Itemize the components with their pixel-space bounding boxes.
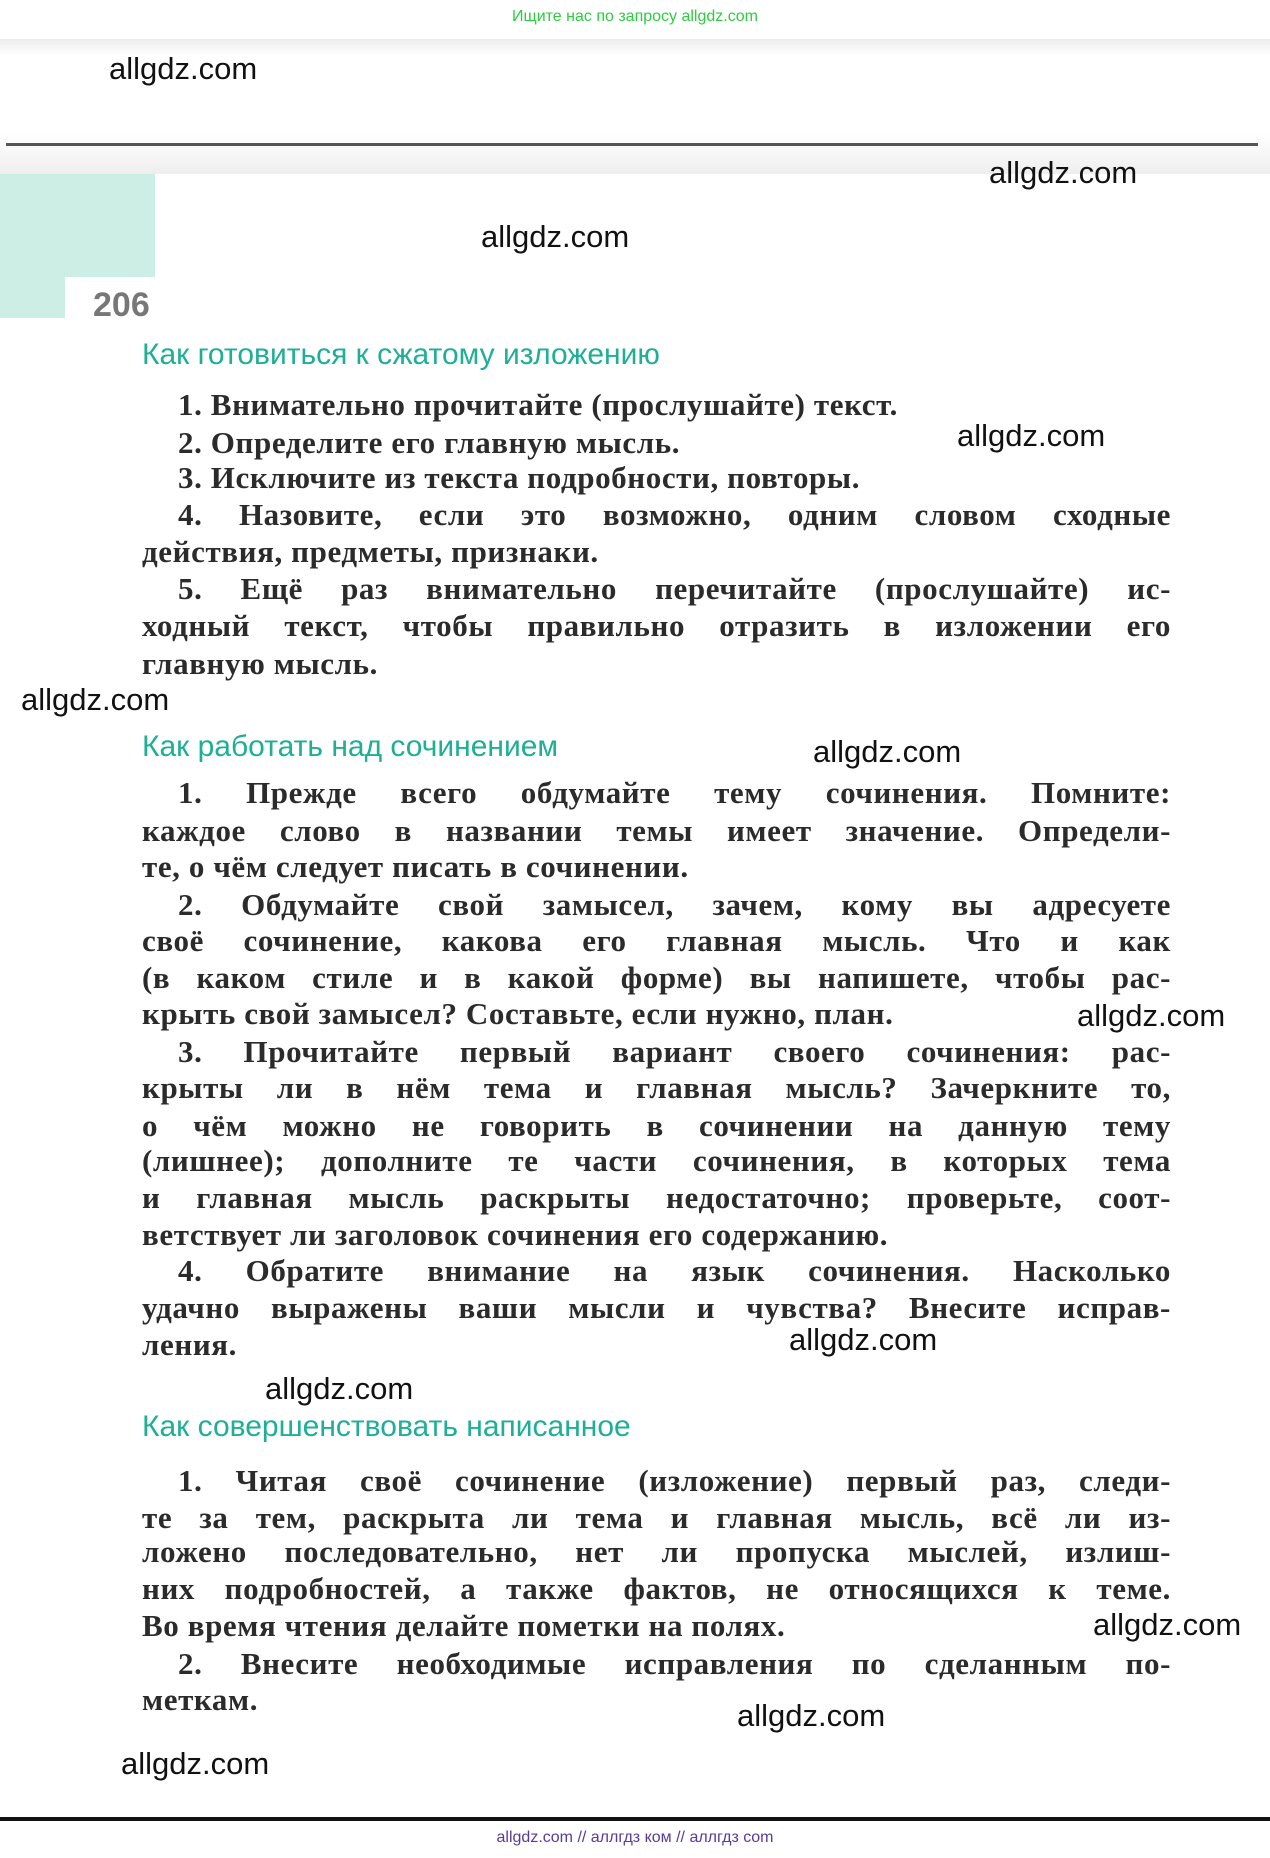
text-line: те, о чём следует писать в сочинении.: [142, 849, 689, 884]
watermark: allgdz.com: [737, 1698, 886, 1733]
text-line: ходный текст, чтобы правильно отразить в изложении его: [142, 608, 1171, 643]
search-banner: Ищите нас по запросу allgdz.com: [0, 0, 1270, 39]
text-line: 4. Обратите внимание на язык сочинения. Насколько: [178, 1253, 1171, 1288]
text-line: крыты ли в нём тема и главная мысль? Зачеркните то,: [142, 1070, 1171, 1105]
text-line: (лишнее); дополните те части сочинения, в которых тема: [142, 1143, 1171, 1178]
text-line: 2. Внесите необходимые исправления по сделанным по-: [178, 1646, 1171, 1681]
page-corner-decoration: [0, 174, 155, 277]
watermark: allgdz.com: [957, 418, 1106, 453]
text-line: действия, предметы, признаки.: [142, 534, 599, 569]
page-corner-decoration: [0, 277, 65, 318]
text-line: Во время чтения делайте пометки на полях.: [142, 1608, 786, 1643]
text-line: 4. Назовите, если это возможно, одним словом сходные: [178, 497, 1171, 532]
watermark: allgdz.com: [109, 51, 258, 86]
text-line: (в каком стиле и в какой форме) вы напишете, чтобы рас-: [142, 960, 1171, 995]
text-line: 3. Исключите из текста подробности, повторы.: [178, 460, 861, 495]
text-line: удачно выражены ваши мысли и чувства? Внесите исправ-: [142, 1290, 1171, 1325]
text-line: 5. Ещё раз внимательно перечитайте (прослушайте) ис-: [178, 571, 1171, 606]
text-line: меткам.: [142, 1682, 259, 1717]
section-heading: Как работать над сочинением: [142, 730, 559, 763]
divider: [6, 143, 1258, 146]
text-line: своё сочинение, какова его главная мысль. Что и как: [142, 923, 1171, 958]
text-line: и главная мысль раскрыты недостаточно; проверьте, соот-: [142, 1180, 1171, 1215]
watermark: allgdz.com: [265, 1371, 414, 1406]
text-line: 1. Внимательно прочитайте (прослушайте) текст.: [178, 387, 898, 422]
text-line: главную мысль.: [142, 646, 378, 681]
text-line: крыть свой замысел? Составьте, если нужно, план.: [142, 996, 894, 1031]
text-line: каждое слово в названии темы имеет значение. Определи-: [142, 813, 1171, 848]
text-line: 1. Читая своё сочинение (изложение) первый раз, следи-: [178, 1463, 1171, 1498]
watermark: allgdz.com: [813, 734, 962, 769]
section-heading: Как совершенствовать написанное: [142, 1410, 631, 1443]
watermark: allgdz.com: [989, 155, 1138, 190]
text-line: ления.: [142, 1327, 237, 1362]
text-line: 3. Прочитайте первый вариант своего сочинения: рас-: [178, 1034, 1171, 1069]
watermark: allgdz.com: [789, 1322, 938, 1357]
section-heading: Как готовиться к сжатому изложению: [142, 338, 660, 371]
watermark: allgdz.com: [1077, 998, 1226, 1033]
footer-links: allgdz.com // аллгдз ком // аллгдз com: [496, 1829, 774, 1846]
footer-divider: [0, 1817, 1270, 1821]
watermark: allgdz.com: [121, 1746, 270, 1781]
text-line: 2. Определите его главную мысль.: [178, 425, 681, 460]
text-line: ложено последовательно, нет ли пропуска мыслей, излиш-: [142, 1534, 1171, 1569]
watermark: allgdz.com: [21, 682, 170, 717]
text-line: о чём можно не говорить в сочинении на данную тему: [142, 1108, 1171, 1143]
text-line: те за тем, раскрыта ли тема и главная мысль, всё ли из-: [142, 1500, 1171, 1535]
page-number: 206: [93, 286, 150, 324]
watermark: allgdz.com: [481, 219, 630, 254]
text-line: 2. Обдумайте свой замысел, зачем, кому вы адресуете: [178, 887, 1171, 922]
text-line: 1. Прежде всего обдумайте тему сочинения. Помните:: [178, 775, 1171, 810]
watermark: allgdz.com: [1093, 1607, 1242, 1642]
text-line: них подробностей, а также фактов, не относящихся к теме.: [142, 1571, 1171, 1606]
text-line: ветствует ли заголовок сочинения его содержанию.: [142, 1217, 889, 1252]
